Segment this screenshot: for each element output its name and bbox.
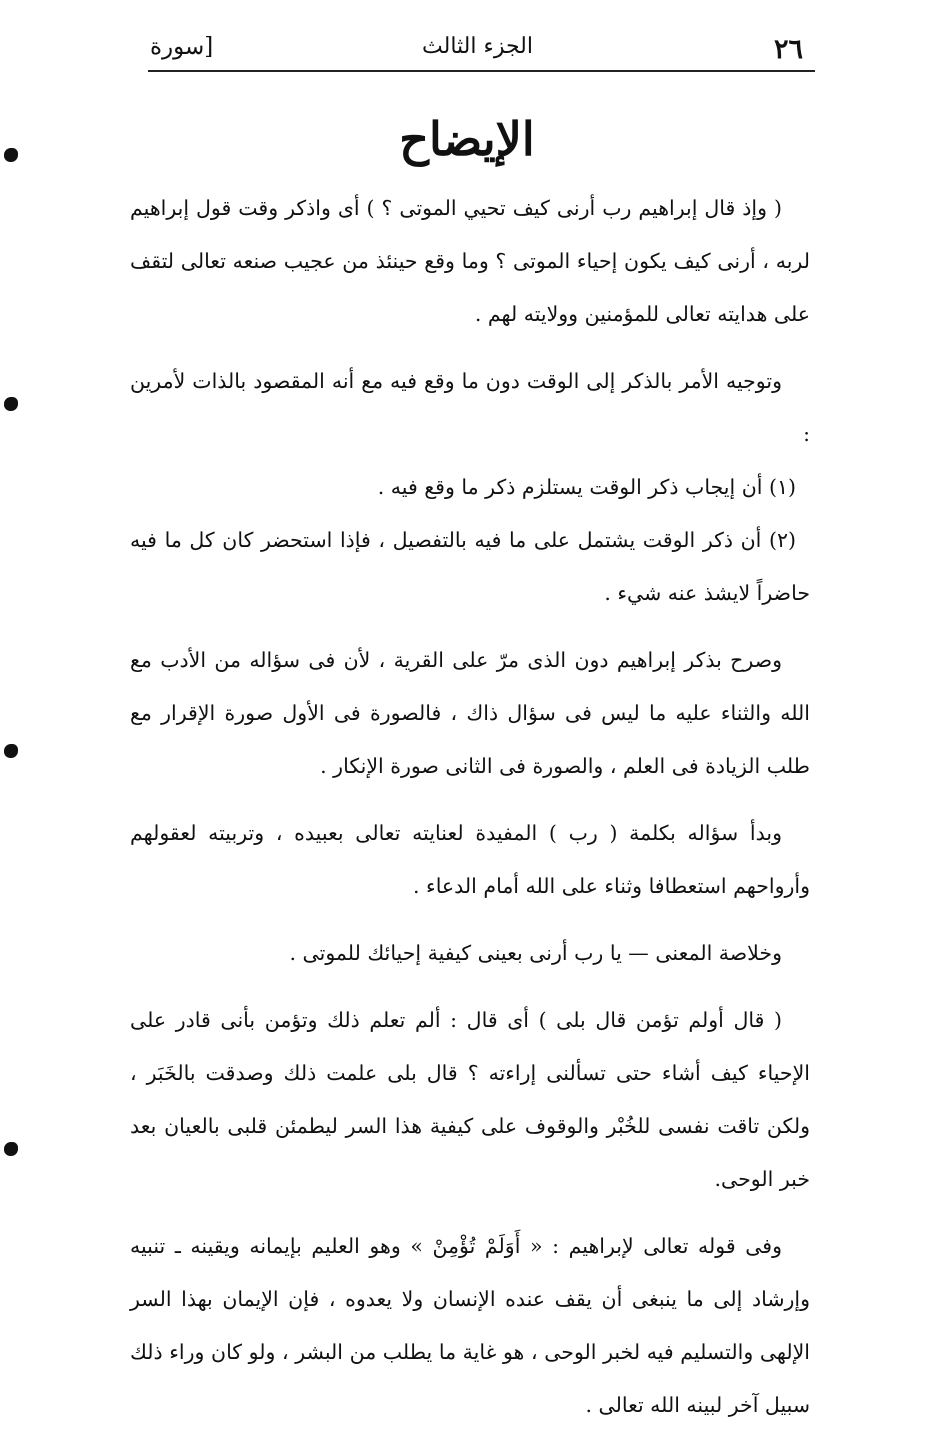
section-title: الإيضاح [399, 112, 535, 166]
paragraph-summary: وخلاصة المعنى — يا رب أرنى بعينى كيفية إحيائك للموتى . [289, 941, 782, 965]
list-item-1: (١) أن إيجاب ذكر الوقت يستلزم ذكر ما وقع فيه . [377, 475, 796, 499]
paragraph-rabb: وبدأ سؤاله بكلمة ( رب ) المفيدة لعنايته تعالى بعبيده ، وتربيته لعقولهم وأرواحهم استعطافا وثناء على الله أمام الدعاء . [130, 821, 810, 898]
paragraph-intro: ( وإذ قال إبراهيم رب أرنى كيف تحيي الموتى ؟ ) أى واذكر وقت قول إبراهيم لربه ، أرنى كيف يكون إحياء الموتى ؟ وما وقع حينئذ من عجيب صنعه تعالى لتقف على هدايته تعالى للمؤمنين وولايته لهم . [130, 196, 810, 326]
running-header [140, 28, 815, 72]
paragraph-tanbih: وفى قوله تعالى لإبراهيم : « أَوَلَمْ تُؤْمِنْ » وهو العليم بإيمانه ويقينه ـ تنبيه وإرشاد إلى ما ينبغى أن يقف عنده الإنسان ولا يعدوه ، فإن الإيمان بهذا السر الإلهى والتسليم فيه لخبر الوحى ، هو غاية ما يطلب من البشر ، ولو كان وراء ذلك سبيل آخر لبينه الله تعالى . [130, 1234, 810, 1417]
paragraph-reasons: وتوجيه الأمر بالذكر إلى الوقت دون ما وقع فيه مع أنه المقصود بالذات لأمرين : [130, 369, 810, 446]
body-text [130, 182, 810, 1432]
chapter-marker: [سورة [150, 34, 214, 60]
list-item-2: (٢) أن ذكر الوقت يشتمل على ما فيه بالتفصيل ، فإذا استحضر كان كل ما فيه حاضراً لايشذ عنه شيء . [130, 528, 810, 605]
header-rule [148, 70, 815, 72]
margin-smudge [4, 148, 18, 162]
margin-smudge [4, 744, 18, 758]
paragraph-abraham: وصرح بذكر إبراهيم دون الذى مرّ على القرية ، لأن فى سؤاله من الأدب مع الله والثناء عليه ما ليس فى سؤال ذاك ، فالصورة فى الأول صورة الإقرار مع طلب الزيادة فى العلم ، والصورة فى الثانى صورة الإنكار . [130, 648, 810, 778]
paragraph-qala: ( قال أولم تؤمن قال بلى ) أى قال : ألم تعلم ذلك وتؤمن بأنى قادر على الإحياء كيف أشاء حتى تسألنى إراءته ؟ قال بلى علمت ذلك وصدقت بالخَبَر ، ولكن تاقت نفسى للخُبْر والوقوف على كيفية هذا السر ليطمئن قلبى بالعيان بعد خبر الوحى. [130, 1008, 810, 1191]
margin-smudge [4, 397, 18, 411]
page-number: ٢٦ [773, 34, 803, 65]
margin-smudge [4, 1142, 18, 1156]
part-title: الجزء الثالث [422, 34, 533, 59]
